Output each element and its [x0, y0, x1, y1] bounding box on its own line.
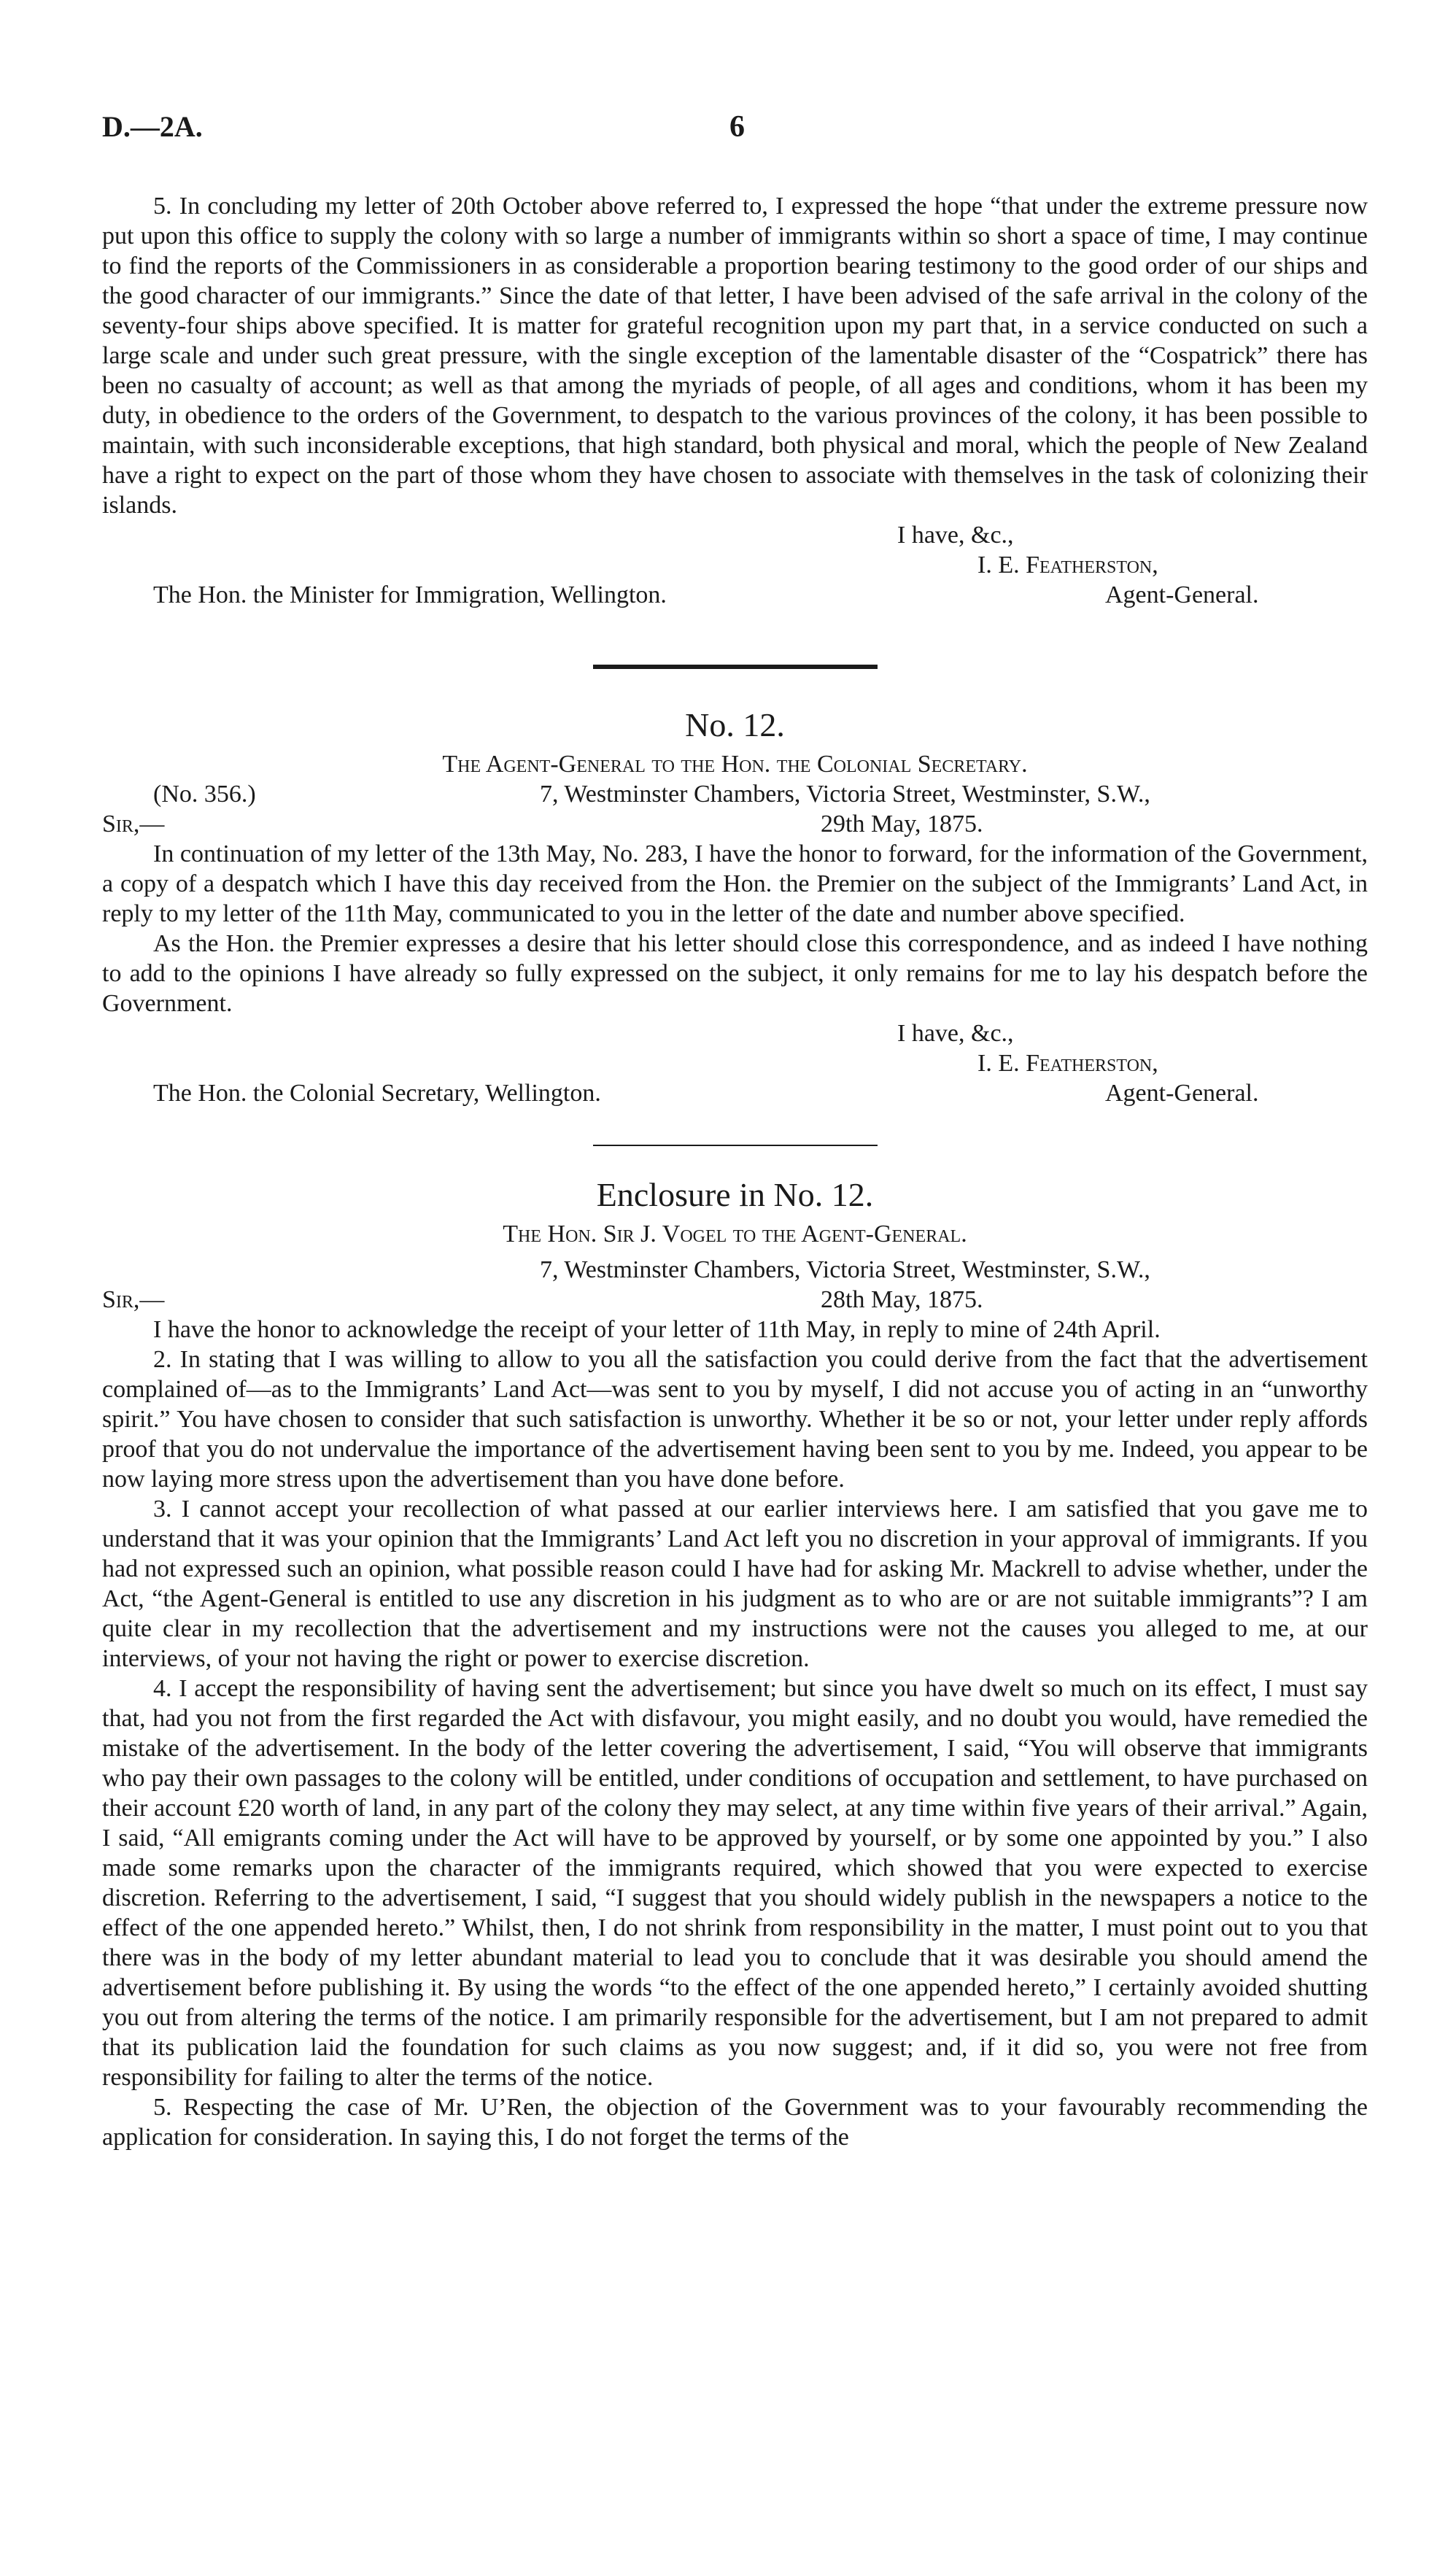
salutation: Sir,—	[102, 1286, 165, 1313]
enclosure-date: 28th May, 1875.	[821, 1286, 983, 1313]
letter-location: 7, Westminster Chambers, Victoria Street, Westminster, S.W.,	[540, 781, 1150, 808]
signatory-name: I. E. Featherston,	[977, 552, 1158, 579]
paragraph-2-satisfaction: 2. In stating that I was willing to allow to you all the satisfaction you could derive from the fact that the advertisement complained of—as to the Immigrants’ Land Act—was sent to you by myself, I did not accuse you of acting in an “unworthy spirit.” You have chosen to consider that such satisfaction is unworthy. Whether it be so or not, your letter under reply affords proof that you do not undervalue the importance of the advertisement having been sent to you by me. Indeed, you appear to be now laying more stress upon the advertisement than you have done before.	[102, 1346, 1368, 1493]
letter-address-block	[102, 779, 1368, 839]
letter-heading-no-12: No. 12.	[685, 706, 785, 743]
signatory-title: Agent-General.	[1105, 1080, 1259, 1107]
paragraph-5-conclusion: 5. In concluding my letter of 20th October above referred to, I expressed the hope “that under the extreme pressure now put upon this office to supply the colony with so large a number of immigrants within so short a space of time, I may continue to find the reports of the Commissioners in as considerable a proportion bearing testimony to the good order of our ships and the good character of our immigrants.” Since the date of that letter, I have been advised of the safe arrival in the colony of the seventy-four ships above specified. It is matter for grateful recognition upon my part that, in a service conducted on such a large scale and under such great pressure, with the single exception of the lamentable disaster of the “Cospatrick” there has been no casualty of account; as well as that among the myriads of people, of all ages and conditions, whom it has been my duty, in obedience to the orders of the Government, to despatch to the various provinces of the colony, it has been possible to maintain, with such inconsiderable exceptions, that high standard, both physical and moral, which the people of New Zealand have a right to expect on the part of those whom they have chosen to associate with themselves in the task of colonizing their islands.	[102, 193, 1368, 519]
document-body	[102, 191, 1368, 2152]
letter-ref-number: (No. 356.)	[153, 781, 256, 808]
enclosure-heading: Enclosure in No. 12.	[596, 1176, 874, 1213]
signatory-name: I. E. Featherston,	[977, 1050, 1158, 1077]
salutation: Sir,—	[102, 811, 165, 838]
page-header	[102, 109, 1371, 153]
paragraph-acknowledgement: I have the honor to acknowledge the receipt of your letter of 11th May, in reply to mine of 24th April.	[153, 1316, 1161, 1343]
signature-block-2	[102, 1018, 1368, 1108]
enclosure-address-block	[102, 1255, 1368, 1315]
letter-date: 29th May, 1875.	[821, 811, 983, 838]
valediction: I have, &c.,	[897, 1020, 1014, 1047]
paragraph-4-responsibility: 4. I accept the responsibility of having sent the advertisement; but since you have dwelt so much on its effect, I must say that, had you not from the first regarded the Act with disfavour, you might easily, and no doubt you would, have remedied the mistake of the advertisement. In the body of the letter covering the advertisement, I said, “You will observe that immigrants who pay their own passages to the colony will be entitled, under conditions of occupation and settlement, to have purchased on their account £20 worth of land, in any part of the colony they may select, at any time within five years of their arrival.” Again, I said, “All emigrants coming under the Act will have to be approved by yourself, or by some one appointed by you.” I also made some remarks upon the character of the immigrants required, which showed that you were expected to exercise discretion. Referring to the advertisement, I said, “I suggest that you should widely publish in the newspapers a notice to the effect of the one appended hereto.” Whilst, then, I do not shrink from responsibility in the matter, I must point out to you that there was in the body of my letter abundant material to lead you to conclude that it was desirable you should amend the advertisement before publishing it. By using the words “to the effect of the one appended hereto,” I certainly avoided shutting you out from altering the terms of the notice. I am primarily responsible for the advertisement, but I am not prepared to admit that its publication laid the foundation for such claims as you now suggest; and, if it did so, you were not free from responsibility for failing to alter the terms of the notice.	[102, 1675, 1368, 2091]
valediction: I have, &c.,	[897, 522, 1014, 549]
enclosure-subheading: The Hon. Sir J. Vogel to the Agent-General.	[503, 1221, 967, 1248]
page-number: 6	[729, 110, 745, 144]
signature-block-1	[102, 520, 1368, 610]
paragraph-premier-desire: As the Hon. the Premier expresses a desire that his letter should close this correspondence, and as indeed I have nothing to add to the opinions I have already so fully expressed on the subject, it only remains for me to lay his despatch before the Government.	[102, 930, 1368, 1017]
addressee: The Hon. the Minister for Immigration, Wellington.	[153, 581, 667, 608]
addressee: The Hon. the Colonial Secretary, Wellington.	[153, 1080, 601, 1107]
paragraph-3-recollection: 3. I cannot accept your recollection of what passed at our earlier interviews here. I am satisfied that you gave me to understand that it was your opinion that the Immigrants’ Land Act left you no discretion in your approval of immigrants. If you had not expressed such an opinion, what possible reason could I have had for asking Mr. Mackrell to advise whether, under the Act, “the Agent-General is entitled to use any discretion in his judgment as to who are or are not suitable immigrants”? I am quite clear in my recollection that the advertisement and my instructions were not the causes you alleged to me, at our interviews, of your not having the right or power to exercise discretion.	[102, 1496, 1368, 1672]
document-reference: D.—2A.	[102, 110, 203, 143]
enclosure-location: 7, Westminster Chambers, Victoria Street, Westminster, S.W.,	[540, 1256, 1150, 1283]
paragraph-continuation: In continuation of my letter of the 13th May, No. 283, I have the honor to forward, for the information of the Government, a copy of a despatch which I have this day received from the Hon. the Premier on the subject of the Immigrants’ Land Act, in reply to my letter of the 11th May, communicated to you in the letter of the date and number above specified.	[102, 840, 1368, 927]
letter-subheading: The Agent-General to the Hon. the Colonial Secretary.	[442, 751, 1028, 778]
signatory-title: Agent-General.	[1105, 581, 1259, 608]
paragraph-5-uren-case: 5. Respecting the case of Mr. U’Ren, the objection of the Government was to your favourably recommending the application for consideration. In saying this, I do not forget the terms of the	[102, 2094, 1368, 2151]
